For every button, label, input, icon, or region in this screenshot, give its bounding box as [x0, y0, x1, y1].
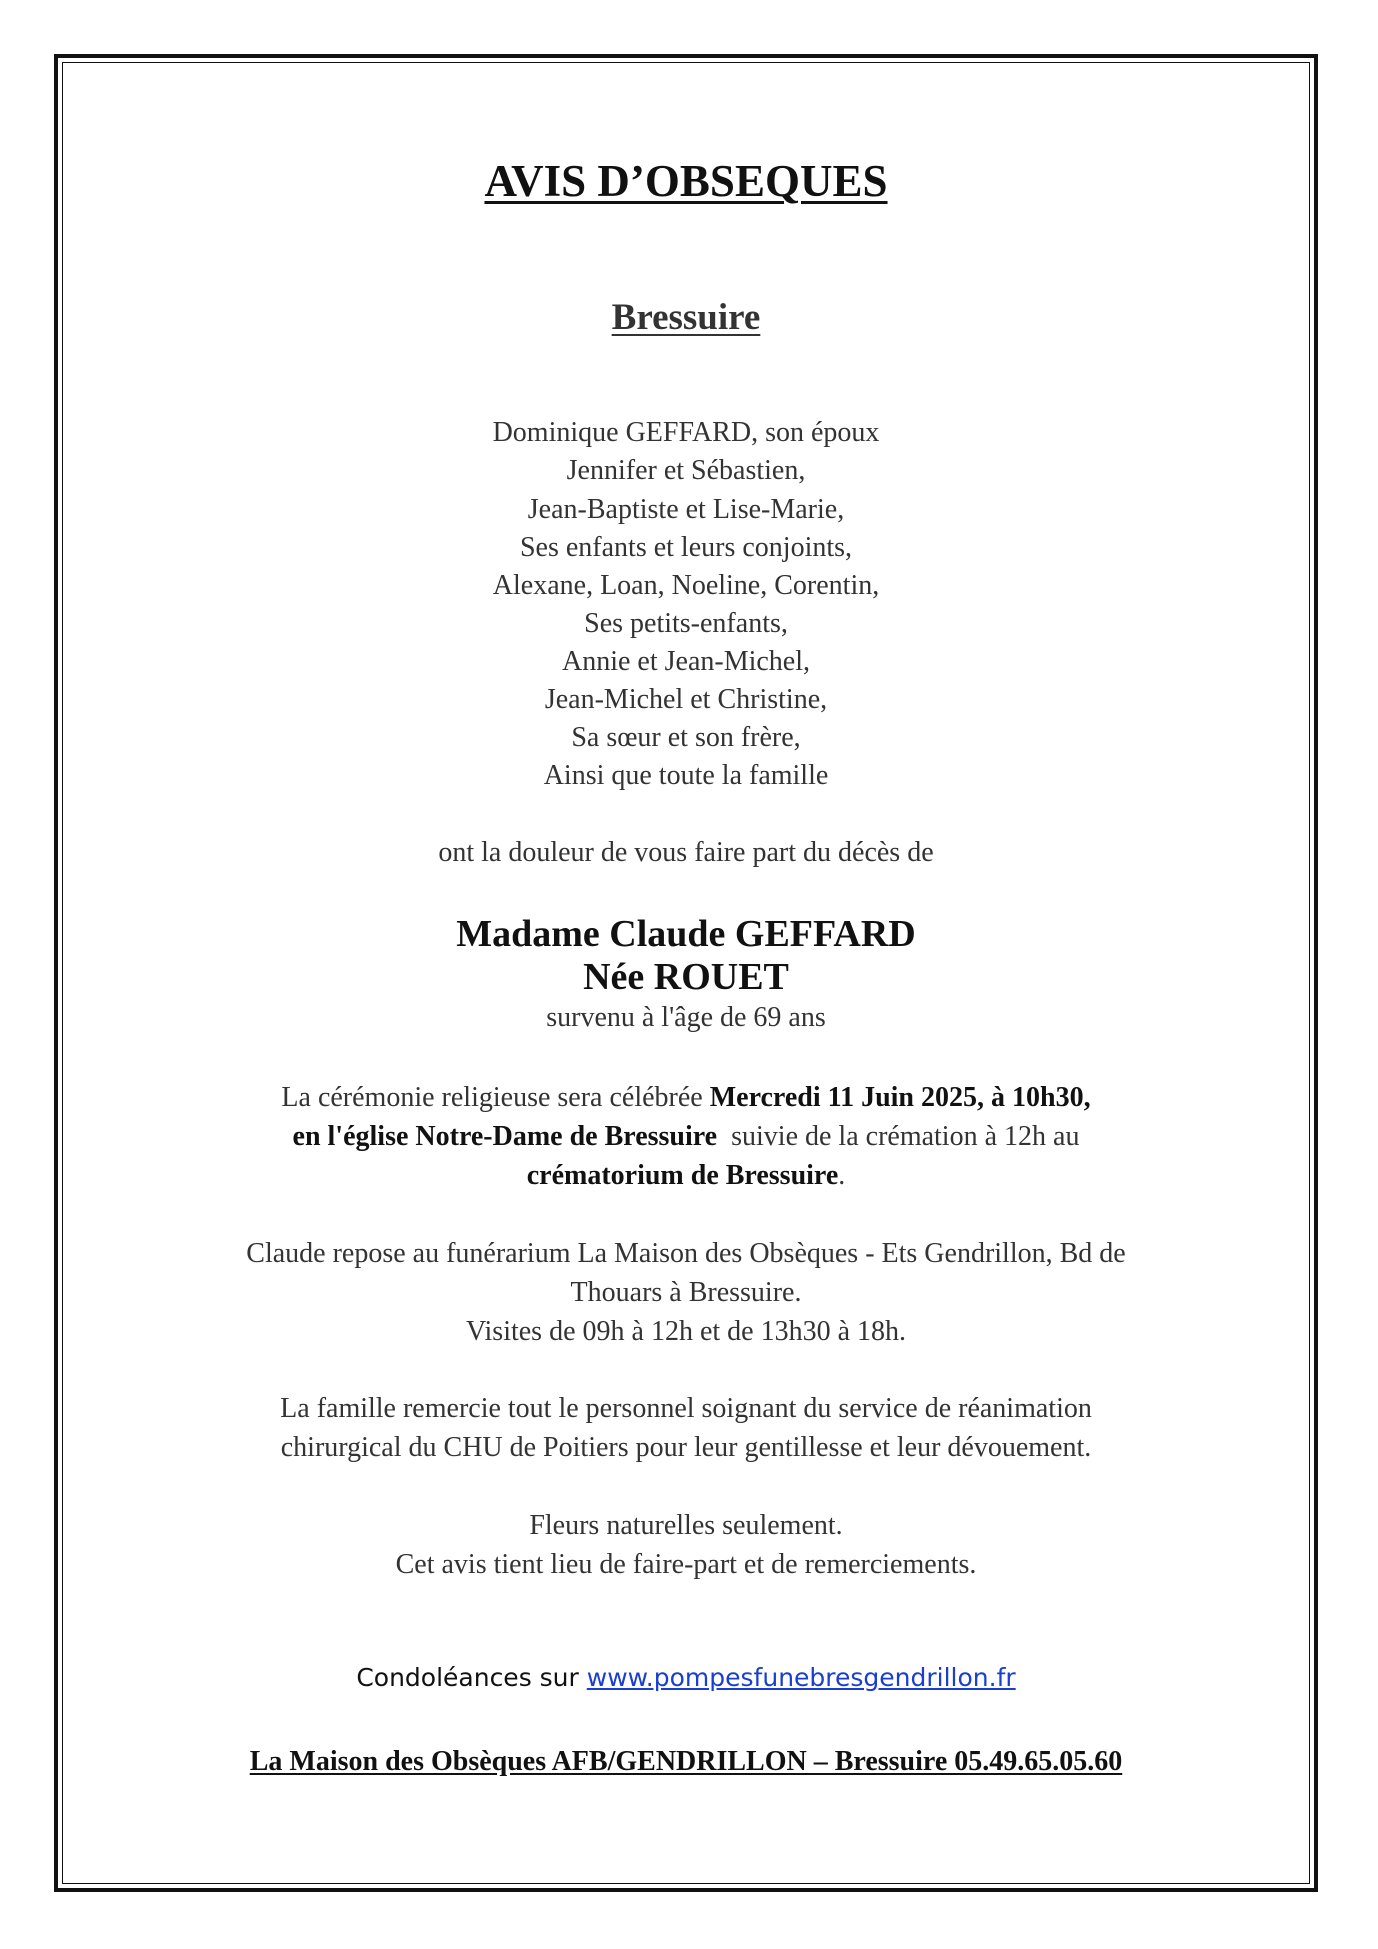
rest-line-1: Claude repose au funérarium La Maison des Obsèques - Ets Gendrillon, Bd de	[246, 1238, 1126, 1269]
family-line: Ses petits-enfants,	[584, 608, 788, 639]
cremation-text: suivie de la crémation à 12h au	[717, 1121, 1080, 1152]
church-name: en l'église Notre-Dame de Bressuire	[292, 1121, 718, 1152]
ceremony-line-2	[62, 1121, 1310, 1153]
flowers-text: Fleurs naturelles seulement.	[529, 1510, 843, 1541]
age-text: survenu à l'âge de 69 ans	[546, 1002, 826, 1033]
announcement-text: ont la douleur de vous faire part du décès de	[438, 837, 934, 868]
family-line: Jennifer et Sébastien,	[566, 455, 806, 486]
family-line: Ses enfants et leurs conjoints,	[519, 532, 853, 563]
ceremony-line-3	[62, 1160, 1310, 1192]
family-line: Dominique GEFFARD, son époux	[492, 417, 880, 448]
maiden-name: Née ROUET	[583, 956, 789, 998]
condolences-link[interactable]: www.pompesfunebresgendrillon.fr	[586, 1663, 1016, 1692]
family-line: Sa sœur et son frère,	[571, 722, 801, 753]
ceremony-line-1	[62, 1082, 1310, 1114]
city-heading: Bressuire	[611, 297, 761, 338]
family-line: Jean-Michel et Christine,	[544, 684, 828, 715]
ceremony-date: Mercredi 11 Juin 2025, à 10h30,	[709, 1082, 1091, 1113]
notice-text: Cet avis tient lieu de faire-part et de remerciements.	[395, 1549, 977, 1580]
visits-text: Visites de 09h à 12h et de 13h30 à 18h.	[465, 1316, 906, 1347]
crematorium-name: crématorium de Bressuire	[526, 1160, 839, 1191]
condolences-label: Condoléances sur	[356, 1663, 587, 1692]
ceremony-end: .	[838, 1160, 846, 1191]
family-line: Ainsi que toute la famille	[543, 760, 829, 791]
family-line: Jean-Baptiste et Lise-Marie,	[527, 494, 845, 525]
thanks-line-2: chirurgical du CHU de Poitiers pour leur gentillesse et leur dévouement.	[280, 1432, 1092, 1463]
rest-line-2: Thouars à Bressuire.	[570, 1277, 802, 1308]
family-line: Annie et Jean-Michel,	[561, 646, 811, 677]
thanks-line-1: La famille remercie tout le personnel soignant du service de réanimation	[280, 1393, 1092, 1424]
footer-contact: La Maison des Obsèques AFB/GENDRILLON – Bressuire 05.49.65.05.60	[249, 1746, 1123, 1777]
notice-title: AVIS D’OBSEQUES	[484, 156, 888, 206]
deceased-name: Madame Claude GEFFARD	[456, 913, 916, 955]
ceremony-intro: La cérémonie religieuse sera célébrée	[281, 1082, 710, 1113]
obituary-notice	[62, 62, 1310, 1884]
condolences-line	[62, 1663, 1310, 1692]
family-line: Alexane, Loan, Noeline, Corentin,	[492, 570, 880, 601]
